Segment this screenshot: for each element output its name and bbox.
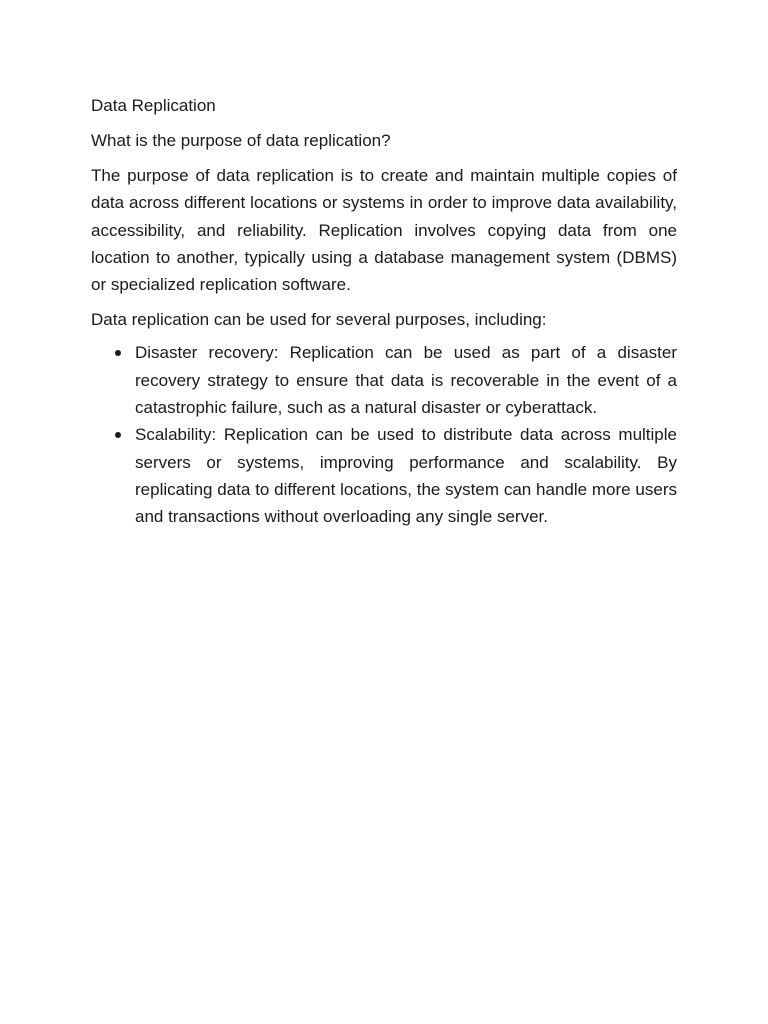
list-item-disaster-recovery <box>91 339 677 421</box>
list-intro: Data replication can be used for several purposes, including: <box>91 310 547 330</box>
list-item-text: Scalability: Replication can be used to distribute data across multiple servers or systems, improving performance and scalability. By replicating data to different locations, the system can handle more users and transactions without overloading any single server. <box>135 425 677 527</box>
question-heading: What is the purpose of data replication? <box>91 131 391 150</box>
list-item-text: Disaster recovery: Replication can be used as part of a disaster recovery strategy to ensure that data is recoverable in the event of a catastrophic failure, such as a natural disaster or cyberattack. <box>135 343 677 418</box>
body-paragraph: The purpose of data replication is to create and maintain multiple copies of data across different locations or systems in order to improve data availability, accessibility, and reliability. Replication involves copying data from one location to another, typically using a database management system (DBMS) or specialized replication software. <box>91 166 677 295</box>
bullet-icon <box>115 432 121 438</box>
purpose-list <box>91 339 677 530</box>
document-title: Data Replication <box>91 96 216 115</box>
list-item-scalability <box>91 421 677 530</box>
document-page <box>91 92 677 531</box>
bullet-icon <box>115 350 121 356</box>
